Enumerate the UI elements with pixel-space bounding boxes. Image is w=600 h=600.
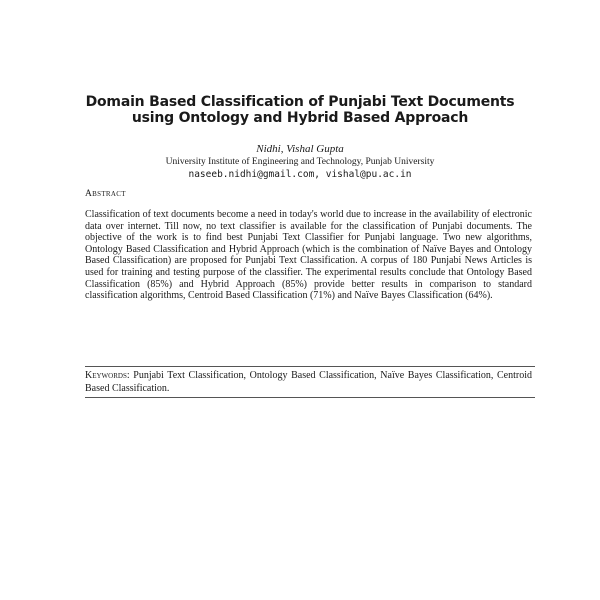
keywords-label: Keywords:	[85, 370, 130, 381]
affiliation: University Institute of Engineering and Technology, Punjab University	[165, 157, 435, 167]
keywords-text: Punjabi Text Classification, Ontology Based Classification, Naïve Bayes Classification, Centroid Based Classification.	[85, 370, 532, 394]
keywords-top-rule	[85, 366, 535, 367]
keywords-bottom-rule	[85, 397, 535, 398]
title-line-2: using Ontology and Hybrid Based Approach	[131, 110, 469, 126]
title-line-1: Domain Based Classification of Punjabi Text Documents	[85, 94, 515, 110]
paper-title	[60, 94, 540, 126]
abstract-heading: Abstract	[85, 189, 126, 199]
authors: Nidhi, Vishal Gupta	[256, 143, 344, 155]
abstract-text: Classification of text documents become a need in today's world due to increase in the availability of electronic data over internet. Till now, no text classifier is available for the classification of Punjabi documents. The objective of the work is to find best Punjabi Text Classifier for Punjabi language. Two new algorithms, Ontology Based Classification and Hybrid Approach (which is the combination of Naïve Bayes and Ontology Based Classification) are proposed for Punjabi Text Classification. A corpus of 180 Punjabi News Articles is used for training and testing purpose of the classifier. The experimental results conclude that Ontology Based Classification (85%) and Hybrid Approach (85%) provide better results in comparison to standard classification algorithms, Centroid Based Classification (71%) and Naïve Bayes Classification (64%).	[85, 209, 532, 302]
keywords-section	[85, 369, 532, 395]
author-emails: naseeb.nidhi@gmail.com, vishal@pu.ac.in	[188, 169, 412, 180]
